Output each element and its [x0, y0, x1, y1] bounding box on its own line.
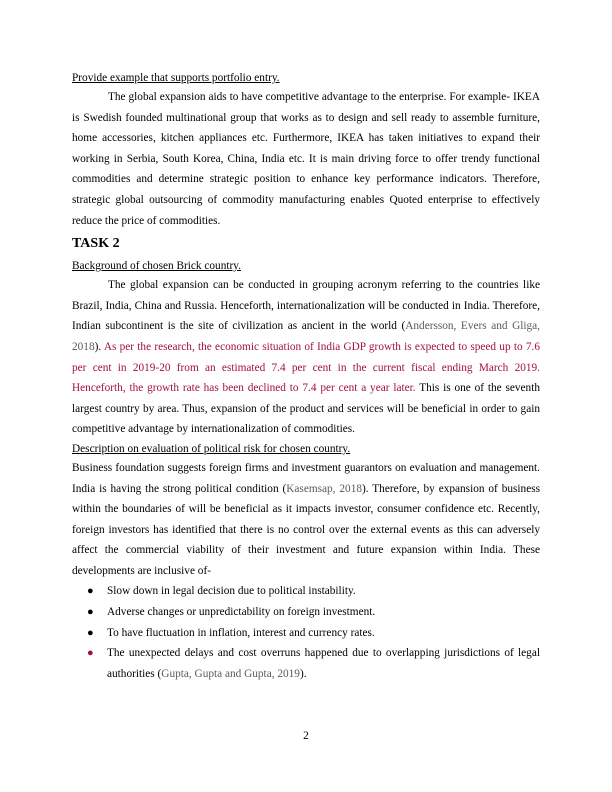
- bullet-icon: ●: [87, 606, 94, 619]
- bullet-icon: ●: [87, 585, 94, 598]
- list-item: ● Slow down in legal decision due to political instability.: [72, 581, 540, 602]
- page-number: 2: [303, 730, 309, 742]
- list-item: ● The unexpected delays and cost overruns happened due to overlapping jurisdictions of legal authorities (Gupta, Gupta and Gupta, 2019).: [72, 643, 540, 684]
- list-item: ● To have fluctuation in inflation, interest and currency rates.: [72, 623, 540, 644]
- section-heading-political-risk: Description on evaluation of political risk for chosen country.: [72, 442, 351, 455]
- section-heading-portfolio-entry: Provide example that supports portfolio entry.: [72, 72, 280, 84]
- citation: Andersson, Evers and Gliga, 2018: [72, 320, 540, 353]
- paragraph-brick-background: The global expansion can be conducted in grouping acronym referring to the countries like Brazil, India, China and Russia. Henceforth, internationalization will be conducted in India. Therefore, Indian subcontinent is the site of civilization as ancient in the world (Andersson, Evers and Gliga, 2018). As per the research, the economic situation of India GDP growth is expected to speed up to 7.6 per cent in 2019-20 from an estimated 7.4 per cent in the current fiscal ending March 2019. Henceforth, the growth rate has been declined to 7.4 per cent a year later. This is one of the seventh largest country by area. Thus, expansion of the product and services will be beneficial in order to gain competitive advantage by internationalization of commodities.: [72, 279, 541, 436]
- list-item: ● Adverse changes or unpredictability on foreign investment.: [72, 602, 540, 623]
- highlighted-text: As per the research, the economic situation of India GDP growth is expected to speed up to 7.6 per cent in 2019-20 from an estimated 7.4 per cent in the current fiscal ending March 2019. Henceforth, the growth rate has been declined to 7.4 per cent a year later.: [72, 340, 541, 395]
- paragraph-political-risk: Business foundation suggests foreign firms and investment guarantors on evaluation and management. India is having the strong political condition (Kasemsap, 2018). Therefore, by expansion of business within the boundaries of will be beneficial as it impacts investor, consumer confidence etc. Recently, foreign investors has identified that there is no control over the external events as this can adversely affect the commercial viability of their investment and future expansion within India. These developments are inclusive of-: [72, 461, 541, 577]
- risk-bullet-list: [72, 581, 540, 684]
- paragraph-ikea-example: The global expansion aids to have competitive advantage to the enterprise. For example- IKEA is Swedish founded multinational group that works as to design and sell ready to assemble furniture, home accessories, kitchen appliances etc. Furthermore, IKEA has taken initiatives to expand their working in Serbia, South Korea, China, India etc. It is main driving force to offer trendy functional commodities and determine strategic position to enhance key performance indicators. Therefore, strategic global outsourcing of commodity manufacturing enables Quoted enterprise to effectively reduce the price of commodities.: [72, 91, 540, 227]
- citation: Gupta, Gupta and Gupta, 2019: [161, 667, 300, 680]
- document-page: [72, 71, 540, 684]
- section-heading-brick-country: Background of chosen Brick country.: [72, 260, 241, 273]
- task-heading: TASK 2: [72, 236, 120, 252]
- bullet-icon: ●: [87, 647, 94, 660]
- bullet-icon: ●: [87, 626, 94, 639]
- citation: Kasemsap, 2018: [286, 482, 362, 495]
